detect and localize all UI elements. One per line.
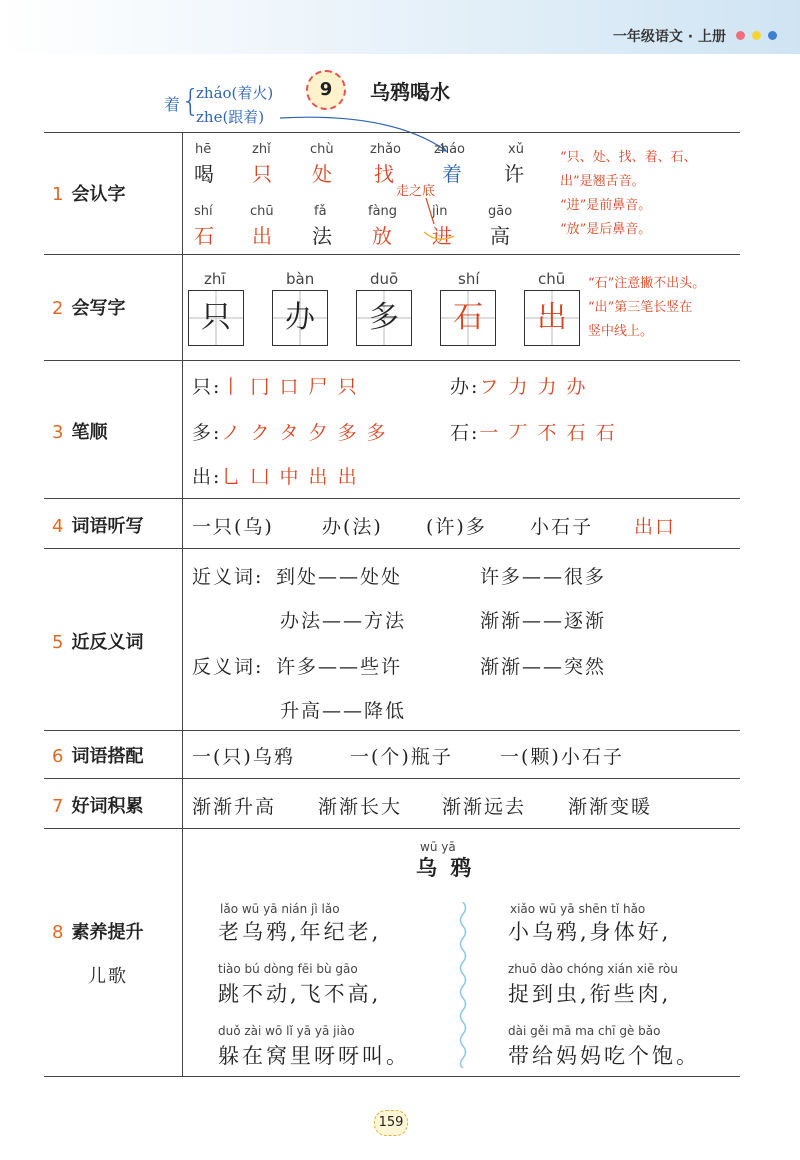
writing-box: 多 [356,290,412,346]
good-word: 渐渐远去 [442,796,527,818]
writing-note-1: “石”注意撇不出头。 [588,276,706,291]
char: 出 [252,224,272,248]
dictation-word: 办(法) [322,516,383,538]
page-number: 159 [374,1110,408,1136]
antonym-pair: 渐渐——突然 [480,656,607,678]
book-title: 一年级语文 · 上册 [612,29,726,45]
antonym-pair: 升高——降低 [280,700,407,722]
poem-pinyin: duǒ zài wō lǐ yā yā jiào [218,1024,355,1038]
good-word: 渐渐长大 [318,796,403,818]
good-word: 渐渐升高 [192,796,277,818]
pronunciation-note-1: “只、处、找、着、石、 [560,150,697,165]
dictation-word: 小石子 [530,516,594,538]
poem-line: 小乌鸦,身体好, [508,920,672,944]
synonym-pair: 渐渐——逐渐 [480,610,607,632]
dictation-word: 出口 [634,516,677,538]
poem-line: 老乌鸦,年纪老, [218,920,382,944]
char: 放 [372,224,392,248]
collocation-item: 一(只)乌鸦 [192,746,295,768]
char: 许 [504,162,524,186]
annotation-mark-icon [420,196,464,246]
column-divider [182,132,183,1076]
note-char: 着 [164,95,181,114]
stroke-order-item: 石:一 丆 不 石 石 [450,422,617,444]
pinyin: zháo [434,142,465,157]
divider [44,132,740,133]
divider [44,548,740,549]
writing-note-2: “出”第三笔长竖在 [588,300,693,315]
pinyin: shí [194,204,213,219]
poem-title: 乌 鸦 [416,855,475,880]
section-8-label: 8 素养提升 [52,922,144,943]
char: 处 [312,162,332,186]
section-6-label: 6 词语搭配 [52,746,144,767]
divider [44,778,740,779]
blue-dot-icon [768,31,777,40]
note-line-2: zhe(跟着) [196,108,265,126]
pronunciation-note-4: “放”是后鼻音。 [560,222,652,237]
divider [44,730,740,731]
divider [44,828,740,829]
section-4-label: 4 词语听写 [52,516,144,537]
writing-box: 出 [524,290,580,346]
stroke-order-item: 办:フ 力 力 办 [450,376,588,398]
pinyin: chū [538,270,566,288]
poem-line: 捉到虫,衔些肉, [508,982,672,1006]
note-line-1: zháo(着火) [196,84,274,102]
section-7-label: 7 好词积累 [52,796,144,817]
good-word: 渐渐变暖 [568,796,653,818]
pinyin: xǔ [508,142,524,157]
divider [44,498,740,499]
section-1-label: 1 会认字 [52,184,126,205]
pinyin: fàng [368,204,398,219]
poem-line: 躲在窝里呀呀叫。 [218,1044,410,1068]
writing-box: 只 [188,290,244,346]
collocation-item: 一(个)瓶子 [350,746,453,768]
section-2-label: 2 会写字 [52,298,126,319]
poem-line: 带给妈妈吃个饱。 [508,1044,700,1068]
char: 高 [490,224,510,248]
char: 法 [312,224,332,248]
pinyin: chù [310,142,334,157]
pinyin: hē [195,142,212,157]
poem-pinyin: tiào bú dòng fēi bù gāo [218,962,358,976]
pinyin: zhǐ [252,142,271,157]
poem-pinyin: dài gěi mā ma chī gè bǎo [508,1024,661,1038]
poem-pinyin: xiǎo wū yā shēn tǐ hǎo [510,902,646,916]
pinyin: bàn [286,270,315,288]
poem-title-pinyin: wū yā [420,840,456,854]
pinyin: shí [458,270,480,288]
synonym-label: 近义词: [192,566,264,588]
pinyin: duō [370,270,399,288]
brace-icon: { [181,84,201,119]
dictation-word: 一只(乌) [192,516,274,538]
section-5-label: 5 近反义词 [52,632,144,653]
pinyin: chū [250,204,274,219]
pinyin: jìn [432,204,448,219]
lesson-number-badge: 9 [306,70,346,110]
writing-box: 石 [440,290,496,346]
section-8-sub: 儿歌 [88,966,128,987]
pinyin: gāo [488,204,513,219]
pinyin: zhǎo [370,142,401,157]
annotation-jin: 走之底 [396,184,436,199]
wavy-divider-icon [456,902,470,1068]
pronunciation-note-2: 出”是翘舌音。 [560,174,645,189]
char: 喝 [194,162,214,186]
stroke-order-item: 多:ノ ク タ 夕 多 多 [192,422,388,444]
poem-line: 跳不动,飞不高, [218,982,382,1006]
char: 石 [194,224,214,248]
pinyin: fǎ [314,204,327,219]
writing-box: 办 [272,290,328,346]
lesson-title: 乌鸦喝水 [370,80,450,104]
stroke-order-item: 出:乚 凵 中 出 出 [192,466,359,488]
poem-pinyin: zhuō dào chóng xián xiē ròu [508,962,678,976]
synonym-pair: 许多——很多 [480,566,607,588]
section-3-label: 3 笔顺 [52,422,108,443]
char: 找 [374,162,394,186]
writing-note-3: 竖中线上。 [588,324,654,339]
char: 只 [252,162,272,186]
char: 着 [442,162,462,186]
divider [44,360,740,361]
collocation-item: 一(颗)小石子 [500,746,624,768]
divider [44,1076,740,1077]
synonym-pair: 到处——处处 [276,566,403,588]
pink-dot-icon [736,31,745,40]
synonym-pair: 办法——方法 [280,610,407,632]
yellow-dot-icon [752,31,761,40]
pronunciation-note-3: “进”是前鼻音。 [560,198,652,213]
char: 进 [432,224,452,248]
antonym-label: 反义词: [192,656,264,678]
antonym-pair: 许多——些许 [276,656,403,678]
pinyin: zhī [204,270,226,288]
dictation-word: (许)多 [426,516,487,538]
stroke-order-item: 只:丨 冂 口 尸 只 [192,376,359,398]
poem-pinyin: lǎo wū yā nián jì lǎo [220,902,340,916]
divider [44,254,740,255]
